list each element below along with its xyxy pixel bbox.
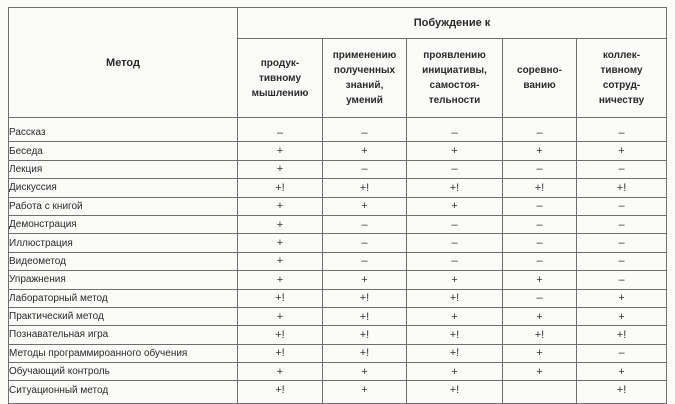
method-name: Познавательная игра [9, 326, 238, 344]
mark-cell: + [503, 344, 577, 362]
mark-cell: – [323, 160, 407, 178]
mark-cell: – [323, 252, 407, 270]
table-row [9, 179, 667, 197]
methods-table [8, 7, 667, 404]
column-header-1 [238, 39, 323, 118]
mark-cell: + [577, 363, 667, 381]
mark-cell: – [503, 289, 577, 307]
mark-cell: + [238, 234, 323, 252]
mark-cell: +! [407, 381, 503, 403]
column-header-line: тельности [428, 95, 481, 106]
method-name: Упражнения [9, 271, 238, 289]
mark-cell: – [407, 160, 503, 178]
mark-cell: +! [238, 289, 323, 307]
mark-cell: + [407, 307, 503, 325]
table-row [9, 142, 667, 160]
mark-cell: +! [503, 326, 577, 344]
table-row [9, 307, 667, 325]
method-name: Дискуссия [9, 179, 238, 197]
mark-cell: +! [577, 179, 667, 197]
mark-cell: + [238, 197, 323, 215]
table-row [9, 160, 667, 178]
mark-cell: +! [407, 326, 503, 344]
table-body [9, 118, 667, 404]
method-name: Беседа [9, 142, 238, 160]
method-name: Иллюстрация [9, 234, 238, 252]
column-header-line: применению [332, 50, 397, 61]
mark-cell: +! [503, 179, 577, 197]
group-header: Побуждение к [238, 8, 667, 39]
method-name: Методы программироанного обучения [9, 344, 238, 362]
column-header-line: самостоя- [429, 80, 480, 91]
mark-cell: – [503, 234, 577, 252]
column-header-line: полученных [333, 65, 396, 76]
mark-cell: + [577, 289, 667, 307]
mark-cell: +! [577, 381, 667, 403]
mark-cell: + [407, 271, 503, 289]
column-header-line: продук- [260, 57, 300, 69]
mark-cell: – [407, 252, 503, 270]
column-header-line: сотруд- [602, 80, 641, 91]
method-name: Ситуационный метод [9, 381, 238, 403]
mark-cell: +! [323, 344, 407, 362]
mark-cell: + [323, 142, 407, 160]
column-header-line: умений [346, 95, 383, 106]
column-header-line: проявлению [423, 50, 486, 61]
mark-cell: – [503, 215, 577, 233]
mark-cell: – [323, 118, 407, 142]
table-row [9, 215, 667, 233]
mark-cell: + [407, 142, 503, 160]
mark-cell: +! [323, 289, 407, 307]
table-row [9, 363, 667, 381]
method-name: Рассказ [9, 118, 238, 142]
mark-cell: + [238, 363, 323, 381]
column-header-line: соревно- [517, 65, 562, 76]
column-header-line: инициативы, [422, 65, 487, 76]
mark-cell: + [577, 142, 667, 160]
mark-cell: + [323, 197, 407, 215]
method-name: Демонстрация [9, 215, 238, 233]
method-name: Видеометод [9, 252, 238, 270]
method-name: Работа с книгой [9, 197, 238, 215]
column-header-3 [407, 39, 503, 118]
method-name: Практический метод [9, 307, 238, 325]
mark-cell: + [503, 363, 577, 381]
method-name: Лекция [9, 160, 238, 178]
mark-cell: – [407, 118, 503, 142]
mark-cell: – [238, 118, 323, 142]
mark-cell: + [238, 307, 323, 325]
column-header-line: тивному [258, 72, 302, 84]
mark-cell: – [407, 215, 503, 233]
table-row [9, 326, 667, 344]
table-row [9, 118, 667, 142]
column-header-2 [323, 39, 407, 118]
method-column-header: Метод [9, 8, 238, 118]
mark-cell: + [323, 271, 407, 289]
column-header-line: знаний, [345, 80, 384, 91]
mark-cell: +! [407, 179, 503, 197]
mark-cell: +! [323, 307, 407, 325]
mark-cell [503, 381, 577, 403]
mark-cell: + [577, 307, 667, 325]
column-header-line: коллек- [602, 50, 641, 61]
mark-cell: +! [323, 179, 407, 197]
mark-cell: + [238, 271, 323, 289]
table-row [9, 289, 667, 307]
mark-cell: – [577, 215, 667, 233]
mark-cell: + [503, 271, 577, 289]
column-header-4 [503, 39, 577, 118]
table-row [9, 271, 667, 289]
table-row [9, 381, 667, 403]
mark-cell: + [323, 381, 407, 403]
mark-cell: – [407, 234, 503, 252]
table-row [9, 252, 667, 270]
mark-cell: – [577, 118, 667, 142]
mark-cell: – [503, 118, 577, 142]
table-row [9, 197, 667, 215]
mark-cell: +! [238, 179, 323, 197]
column-header-line: тивному [600, 65, 643, 76]
mark-cell: +! [577, 326, 667, 344]
mark-cell: – [503, 197, 577, 215]
mark-cell: – [577, 252, 667, 270]
mark-cell: +! [407, 289, 503, 307]
column-header-line: ничеству [598, 95, 645, 106]
mark-cell: + [238, 252, 323, 270]
mark-cell: – [503, 252, 577, 270]
table-row [9, 234, 667, 252]
mark-cell: + [407, 363, 503, 381]
mark-cell: + [238, 142, 323, 160]
mark-cell: +! [407, 344, 503, 362]
mark-cell: – [577, 160, 667, 178]
mark-cell: + [503, 142, 577, 160]
column-header-line: ванию [523, 80, 556, 91]
mark-cell: +! [238, 344, 323, 362]
mark-cell: +! [238, 326, 323, 344]
table-row [9, 344, 667, 362]
mark-cell: + [407, 197, 503, 215]
mark-cell: – [323, 215, 407, 233]
mark-cell: + [503, 307, 577, 325]
mark-cell: – [577, 344, 667, 362]
mark-cell: +! [323, 326, 407, 344]
mark-cell: – [577, 197, 667, 215]
mark-cell: – [577, 271, 667, 289]
mark-cell: + [238, 160, 323, 178]
column-header-5 [577, 39, 667, 118]
method-name: Обучающий контроль [9, 363, 238, 381]
method-name: Лабораторный метод [9, 289, 238, 307]
mark-cell: + [238, 215, 323, 233]
mark-cell: – [577, 234, 667, 252]
mark-cell: + [323, 363, 407, 381]
mark-cell: +! [238, 381, 323, 403]
mark-cell: – [503, 160, 577, 178]
mark-cell: – [323, 234, 407, 252]
column-header-line: мышлению [251, 87, 309, 99]
